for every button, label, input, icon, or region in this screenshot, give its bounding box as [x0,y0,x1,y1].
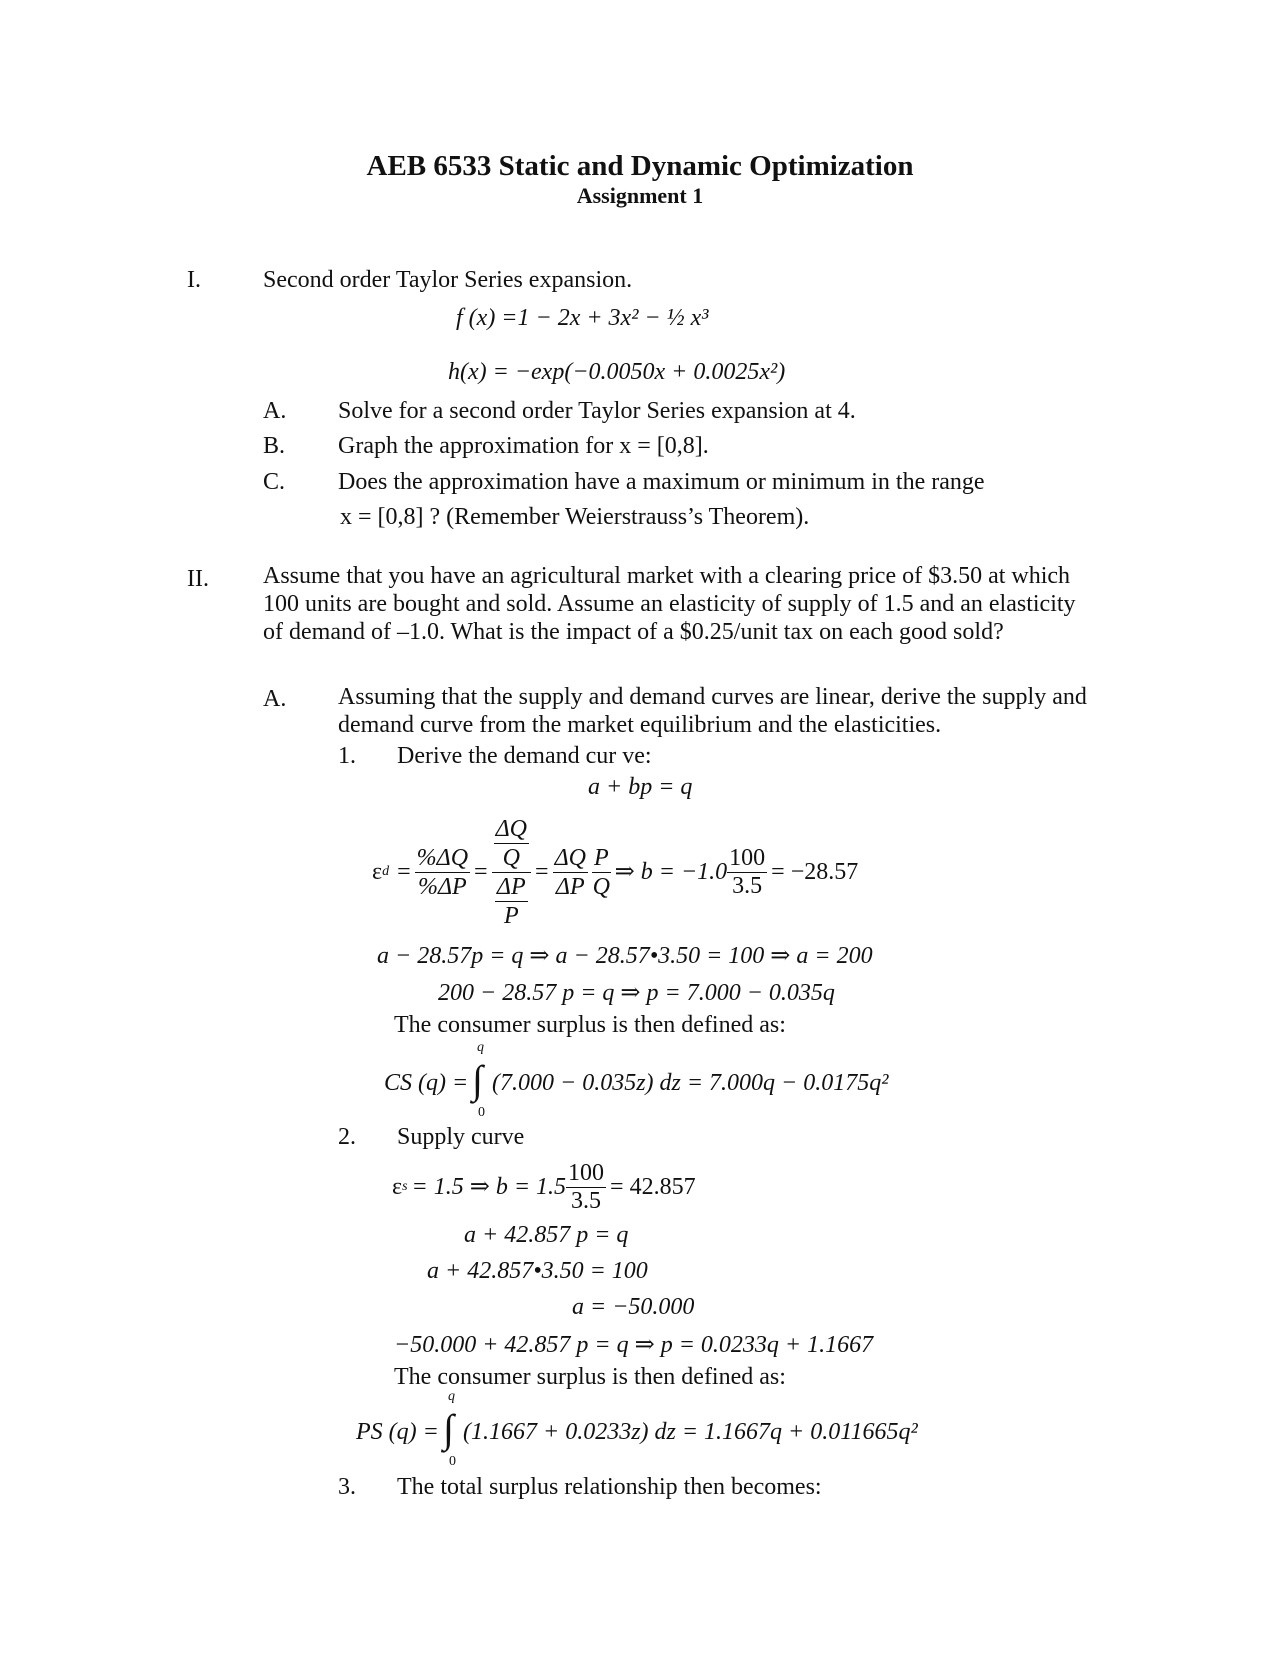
pct-dq: %ΔQ [416,844,469,871]
epsilon-subscript: d [382,864,390,879]
cs-lower-limit: 0 [478,1105,485,1120]
fraction-numerator: 100 [729,844,766,871]
epsilon-symbol: ε [372,859,383,885]
pct-fraction [415,844,470,901]
section-2-item-a-label: A. [263,686,287,712]
supply-elasticity-lead: = 1.5 ⇒ b = 1.5 [411,1174,567,1200]
equation-f: f (x) =1 − 2x + 3x² − ½ x³ [456,305,709,331]
compound-fraction [492,815,531,930]
p: P [503,902,519,929]
supply-elasticity-equation [392,1155,696,1219]
section-1-item-a-text: Solve for a second order Taylor Series expansion at 4. [338,398,856,424]
cs-rhs: (7.000 − 0.035z) dz = 7.000q − 0.0175q² [492,1070,889,1096]
demand-elasticity-equation: ε d = $\frac{\%\Delta Q}{\%\Delta P}$ = $\frac{\frac{\Delta Q}{Q}}{\frac{\Delta P}{P}}$ = $\frac{\Delta Q}{\Delta P}$ $\frac{P}{Q}$ ⇒ b = −1.0 $\frac{100}{3.5}$ = −28.57 [372,815,859,929]
producer-surplus-text: The consumer surplus is then defined as: [394,1364,786,1390]
step-2-text: Supply curve [397,1124,525,1150]
dq: ΔQ [495,815,528,842]
section-1-numeral: I. [187,267,201,293]
dq2: ΔQ [554,844,586,871]
supply-fraction-denominator: 3.5 [571,1187,602,1214]
section-1-item-b-label: B. [263,433,286,459]
step-3-number: 3. [338,1474,356,1500]
cs-upper-limit: q [477,1040,484,1055]
cs-integral-sign: ∫ [472,1057,483,1102]
p-q-fraction [592,844,611,901]
section-2-item-a-text: Assuming that the supply and demand curves are linear, derive the supply and demand curve from the market equilibrium and the elasticities. [338,684,1087,738]
supply-equation-1: a + 42.857 p = q [464,1222,629,1248]
implies-b: ⇒ b = −1.0 [614,859,728,885]
supply-equation-2: a + 42.857•3.50 = 100 [427,1258,648,1284]
step-3-text: The total surplus relationship then becomes: [397,1474,822,1500]
dp2: ΔP [555,873,585,900]
supply-epsilon: ε [392,1173,403,1200]
q: Q [502,844,520,871]
inverse-demand-equation: 200 − 28.57 p = q ⇒ p = 7.000 − 0.035q [438,980,835,1006]
section-1-item-c-continued: x = [0,8] ? (Remember Weierstrauss’s Theorem). [340,504,810,530]
ps-lhs: PS (q) = [356,1419,439,1445]
dq-dp-fraction [553,844,588,901]
supply-epsilon-subscript: s [402,1179,408,1194]
ps-upper-limit: q [448,1389,455,1404]
solve-a-equation: a − 28.57p = q ⇒ a − 28.57•3.50 = 100 ⇒ a = 200 [377,943,873,969]
step-1-number: 1. [338,743,356,769]
equation-h: h(x) = −exp(−0.0050x + 0.0025x²) [448,359,786,385]
supply-equation-3: a = −50.000 [572,1294,695,1320]
document-title: AEB 6533 Static and Dynamic Optimization [366,150,914,182]
q2: Q [592,873,610,900]
ps-lower-limit: 0 [449,1454,456,1469]
supply-fraction [566,1160,606,1215]
ps-integral-sign: ∫ [443,1406,454,1451]
dp: ΔP [496,873,526,900]
consumer-surplus-text: The consumer surplus is then defined as: [394,1012,786,1038]
document-subtitle: Assignment 1 [576,183,704,208]
ps-rhs: (1.1667 + 0.0233z) dz = 1.1667q + 0.011665q² [463,1419,918,1445]
cs-lhs: CS (q) = [384,1070,469,1096]
step-2-number: 2. [338,1124,356,1150]
section-1-item-b-text: Graph the approximation for x = [0,8]. [338,433,709,459]
demand-form-equation: a + bp = q [588,774,693,800]
equals-sign: = [397,858,411,885]
elasticity-result: = −28.57 [771,858,859,885]
supply-elasticity-result: = 42.857 [610,1173,696,1200]
section-1-item-a-label: A. [263,398,287,424]
supply-fraction-numerator: 100 [568,1159,605,1186]
price-quantity-fraction [727,845,767,900]
section-2-intro: Assume that you have an agricultural market with a clearing price of $3.50 at which 100 units are bought and sold. Assume an elasticity of supply of 1.5 and an elasticity of demand of –1.0. What is the impact of a $0.25/unit tax on each good sold? [263,563,1076,645]
supply-equation-4: −50.000 + 42.857 p = q ⇒ p = 0.0233q + 1.1667 [394,1332,874,1358]
step-1-text: Derive the demand cur ve: [397,743,652,769]
section-1-intro: Second order Taylor Series expansion. [263,267,633,293]
pct-dp: %ΔP [417,873,467,900]
section-1-item-c-text: Does the approximation have a maximum or minimum in the range [338,469,985,495]
section-2-numeral: II. [187,566,209,592]
fraction-denominator: 3.5 [732,872,763,899]
p2: P [593,844,609,871]
section-1-item-c-label: C. [263,469,286,495]
